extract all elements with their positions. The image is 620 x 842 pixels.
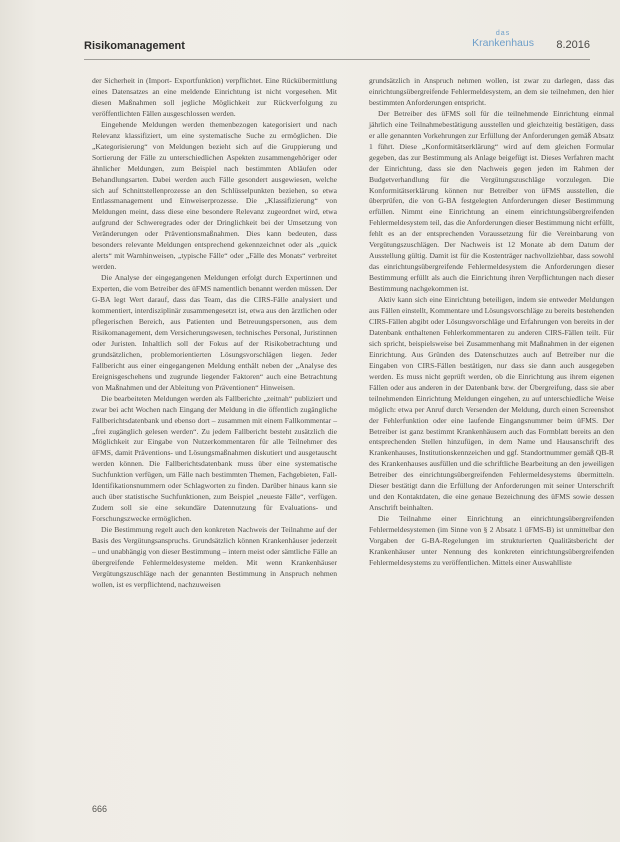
paragraph: Die Analyse der eingegangenen Meldungen erfolgt durch Expertinnen und Experten, die vom Betreiber des üFMS namentlich benannt werden müssen. Der G-BA legt Wert darauf, dass das Team, das die CIRS-Fälle analysiert und kommentiert, interdisziplinär zusammengesetzt ist, etwa aus den ärztlichen oder pflegerischen Bereich, aus Patienten und Betreuungspersonen, aus dem Risikomanagement, dem Versicherungswesen, technisches Personal, Juristinnen oder Juristen. Inhaltlich soll der Fokus auf der Risikobetrachtung und grundsätzlichen, problemorientierten Lösungsvorschlägen liegen. Jeder Fallbericht aus einer eingegangenen Meldung enthält neben der „Analyse des Ereignisgeschehens und zugrunde liegender Faktoren“ auch eine Betrachtung von Maßnahmen und der Ableitung von Präventionen“ Hinweisen.	[92, 273, 337, 392]
magazine-logo	[472, 30, 534, 49]
section-title: Risikomanagement	[84, 40, 185, 52]
paragraph: Die Teilnahme einer Einrichtung an einrichtungsübergreifenden Fehlermeldesystemen (im Sinne von § 2 Absatz 1 üFMS-B) ist unmittelbar den Vorgaben der G-BA-Regelungen im strukturierten Qualitätsbericht der Krankenhäuser unter Nennung des konkreten einrichtungsübergreifenden Fehlermeldesystems zu veröffentlichen. Mittels einer Auswahlliste	[369, 514, 614, 567]
page-header	[84, 30, 590, 58]
paragraph: Die bearbeiteten Meldungen werden als Fallberichte „zeitnah“ publiziert und zwar bei acht Wochen nach Eingang der Meldung in die öffentlich zugängliche Fallberichtsdatenbank und ebenso dort – zusammen mit einem Fallkommentar – „frei zugänglich gelesen werden“. Zu jedem Fallbericht besteht zusätzlich die Möglichkeit zur Eingabe von Nutzerkommentaren für alle Teilnehmer des üFMS, damit Präventions- und Lösungsmaßnahmen diskutiert und ausgetauscht werden können. Die Fallberichtsdatenbank muss über eine systematische Suchfunktion verfügen, um Fälle nach bestimmten Themen, Fachgebieten, Fall-Identifikationsnummern oder Schlagworten zu finden. Darüber hinaus kann sie auch über statistische Suchfunktionen, zum Beispiel „neueste Fälle“, verfügen. Zudem soll sie eine sekundäre Datennutzung für Evaluations- und Forschungszwecke ermöglichen.	[92, 393, 337, 524]
text-column-left	[92, 76, 337, 591]
paragraph: Eingehende Meldungen werden themenbezogen kategorisiert und nach Relevanz klassifiziert, um eine systematische Suche zu ermöglichen. Die „Kategorisierung“ von Meldungen bezieht sich auf die Gruppierung und Sortierung der Fälle zu unterschiedlichen Aspekten zusammengehöriger oder ähnlicher Meldungen, zum Beispiel nach bestimmten Abläufen oder Behandlungsarten. Dabei werden auch Fälle gesondert ausgewiesen, welche sich auf Schnittstellenprozesse an den Schlüsselpunkten beziehen, so etwa Entlassmanagement und Einweiserprozesse. Die „Klassifizierung“ von Meldungen meint, dass diese eine besondere Relevanz zugeordnet wird, etwa aufgrund der Schweregrades oder der Dringlichkeit bei der Umsetzung von Veränderungen oder Präventionsmaßnahmen. Dies kann bedeuten, dass besonders relevante Meldungen entsprechend gekennzeichnet oder als „quick alerts“ mit Warnhinweisen, „typische Fälle“ oder „Fälle des Monats“ verbreitet werden.	[92, 119, 337, 272]
page-number: 666	[92, 804, 108, 814]
paragraph: grundsätzlich in Anspruch nehmen wollen, ist zwar zu darlegen, dass das einrichtungsübergreifende Fehlermeldesystem, an dem sie teilnehmen, den hier bestimmten Anforderungen entspricht.	[369, 76, 614, 107]
header-divider	[84, 59, 590, 60]
logo-mark: das	[495, 30, 511, 37]
text-column-right	[369, 76, 614, 569]
issue-number: 8.2016	[556, 39, 590, 51]
logo-name: Krankenhaus	[472, 37, 534, 49]
paragraph: Der Betreiber des üFMS soll für die teilnehmende Einrichtung einmal jährlich eine Teilnahmebestätigung ausstellen und gleichzeitig bestätigen, dass er alle genannten Vorkehrungen zur Erfüllung der Anforderungen gemäß Absatz 1 führt. Diese „Konformitätserklärung“ wird auf dem gleichen Formular gegeben, das zur Bestimmung als Anlage beigefügt ist. Dieses Verfahren macht der Einrichtung, dass sie den Nachweis gegen jeden im Rahmen der Budgetverhandlung für die Vergütungszuschläge vorzulegen. Die Konformitätserklärung können nur Betreiber von üFMS ausstellen, die überprüfen, die von G-BA festgelegten Anforderungen dieser Bestimmung erfüllen. Nimmt eine Einrichtung an einem einrichtungsübergreifenden Fehlermeldesystem teil, das die Anforderungen dieser Bestimmung nicht erfüllt, fehlt es an der entsprechenden Voraussetzung für die Vereinbarung von Vergütungszuschlägen. Der Nachweis ist 12 Monate ab dem Datum der Ausstellung gültig. Damit ist für die Kostenträger nachvollziehbar, dass sowohl das einrichtungsübergreifende Fehlermeldesystem die Anforderungen dieser Bestimmung erfüllt als auch die Einrichtung ihren Verpflichtungen nach dieser Bestimmung nachgekommen ist.	[369, 108, 614, 294]
paragraph: Die Bestimmung regelt auch den konkreten Nachweis der Teilnahme auf der Basis des Vergütungsanspruchs. Grundsätzlich können Krankenhäuser jederzeit – und unabhängig von dieser Bestimmung – intern meist oder sämtliche Fälle an übergreifende Fehlermeldesysteme melden. Mit wenn Krankenhäuser Vergütungszuschläge nach der genannten Bestimmung in Anspruch nehmen wollen, ist es verpflichtend, nachzuweisen	[92, 525, 337, 589]
paragraph: der Sicherheit in (Import- Exportfunktion) verpflichtet. Eine Rückübermittlung eines Datensatzes an eine meldende Einrichtung ist nicht vorgesehen. Mit diesen Maßnahmen soll jegliche Möglichkeit zur Rückverfolgung zu veröffentlichten Fällen ausgeschlossen werden.	[92, 76, 337, 118]
paragraph: Aktiv kann sich eine Einrichtung beteiligen, indem sie entweder Meldungen aus Fällen einstellt, Kommentare und Lösungsvorschläge zu bereits bestehenden CIRS-Fällen abgibt oder Lösungsvorschläge und Erfahrungen von bereits in der Datenbank enthaltenen Fehlerkommentaren zu anderen CIRS-Fällen teilt. Für sich spricht, beispielsweise bei Zusammenhang mit Maßnahmen in der eigenen Einrichtung. Aus Gründen des Datenschutzes auch auf Betreiber nur die Eingaben von CIRS-Fällen bestätigen, nur dass sie dann auch ausgegeben werden. Es muss nicht geprüft werden, ob die Einrichtung aus ihrem eigenen Fällen oder aus anderen in der Datenbank bzw. der Übergreifung, dass sie aber teilnehmenden Einrichtung Meldungen eingehen, zu auf unterschiedliche Weise möglich: etwa per Anruf durch Versenden der Meldung, durch einen Screenshot der Fehlerfunktion oder eine laufende Eingangsnummer beim üFMS. Der Betreiber ist ganz bestimmt Krankenhäusern auch das Formblatt bereits an den entsprechenden Stellen hinzufügen, in dem Name und Hausanschrift des Krankenhauses, Institutionskennzeichen und ggf. Standortnummer gemäß QB-R des Krankenhauses ausfüllen und die schriftliche Bearbeitung an den jeweiligen Betreiber des einrichtungsübergreifenden Fehlermeldesystems übermitteln. Dieser bestätigt dann die Erfüllung der Anforderungen mit seiner Unterschrift und den Kontaktdaten, die eine genaue Bezeichnung des üFMS sowie dessen Anschrift beinhalten.	[369, 295, 614, 513]
